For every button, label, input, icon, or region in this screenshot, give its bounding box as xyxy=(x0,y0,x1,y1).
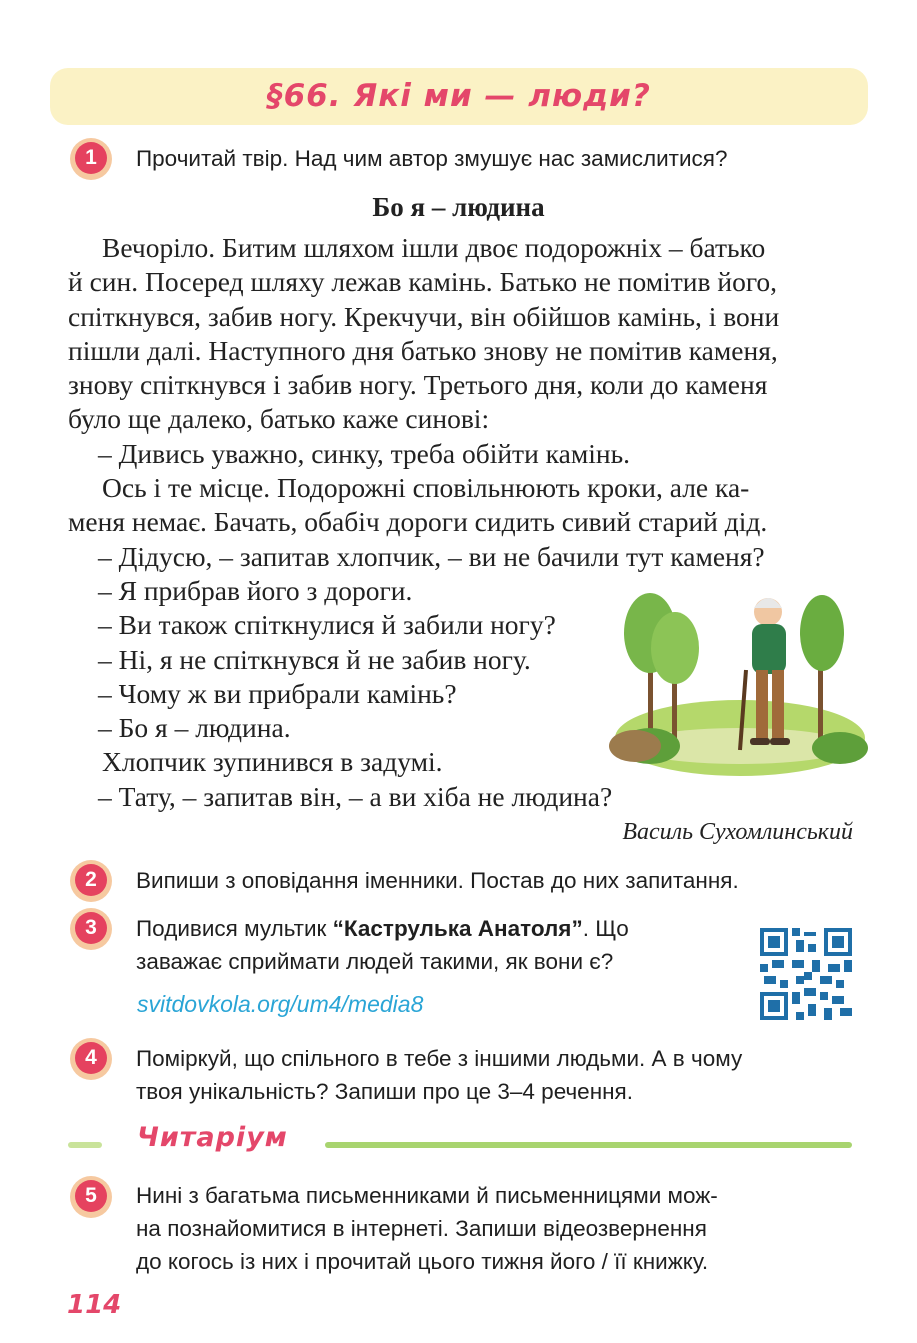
story-line: – Ні, я не спіткнувся й не забив ногу. xyxy=(98,643,531,675)
story-title: Бо я – людина xyxy=(372,192,545,222)
story-line: пішли далі. Наступного дня батько знову не помітив каменя, xyxy=(68,334,778,366)
task-4-line: твоя унікальність? Запиши про це 3–4 речення. xyxy=(136,1079,633,1104)
story-line: – Ви також спіткнулися й забили ногу? xyxy=(98,609,556,641)
story-author: Василь Сухомлинський xyxy=(622,819,853,845)
story-line: знову спіткнувся і забив ногу. Третього дня, коли до каменя xyxy=(68,369,768,401)
task-number-badge xyxy=(70,1038,112,1080)
task-3-text-part: Подивися мультик xyxy=(136,916,333,941)
story-line: й син. Посеред шляху лежав камінь. Батько не помітив його, xyxy=(68,266,778,298)
task-number: 2 xyxy=(75,864,107,896)
story-line: Хлопчик зупинився в задумі. xyxy=(102,746,443,778)
task-number: 5 xyxy=(75,1180,107,1212)
task-4-text xyxy=(136,1042,856,1108)
story-line: – Бо я – людина. xyxy=(98,712,291,744)
task-5-line: до когось із них і прочитай цього тижня його / її книжку. xyxy=(136,1249,709,1274)
task-4-line: Поміркуй, що спільного в тебе з іншими людьми. А в чому xyxy=(136,1046,743,1071)
cartoon-title: “Каструлька Анатоля” xyxy=(332,916,583,941)
task-number-badge xyxy=(70,860,112,902)
story-line: – Тату, – запитав він, – а ви хіба не людина? xyxy=(98,780,613,812)
page-number: 114 xyxy=(67,1290,122,1320)
task-number: 1 xyxy=(75,142,107,174)
old-man-in-park-illustration xyxy=(600,578,870,783)
story-line: Вечоріло. Битим шляхом ішли двоє подорожніх – батько xyxy=(102,232,766,263)
story-line: було ще далеко, батько каже синові: xyxy=(68,403,490,435)
task-3-text-part: заважає сприймати людей такими, як вони є? xyxy=(136,949,614,974)
section-divider-left xyxy=(68,1142,102,1148)
task-number-badge xyxy=(70,1176,112,1218)
section-divider-right xyxy=(325,1142,852,1148)
story-line: меня немає. Бачать, обабіч дороги сидить сивий старий дід. xyxy=(68,506,768,538)
media-link[interactable]: svitdovkola.org/um4/media8 xyxy=(137,991,424,1017)
story-line: – Дідусю, – запитав хлопчик, – ви не бачили тут каменя? xyxy=(98,540,765,572)
task-5-text xyxy=(136,1179,856,1278)
task-number: 4 xyxy=(75,1042,107,1074)
story-line: – Чому ж ви прибрали камінь? xyxy=(98,677,457,709)
story-line: – Дивись уважно, синку, треба обійти камінь. xyxy=(98,437,630,469)
task-number: 3 xyxy=(75,912,107,944)
title-band xyxy=(50,68,868,125)
task-3-text-part: . Що xyxy=(582,916,629,941)
story-line: Ось і те місце. Подорожні сповільнюють кроки, але ка- xyxy=(102,472,750,504)
page-title: §66. Які ми — люди? xyxy=(267,78,651,114)
task-number-badge xyxy=(70,908,112,950)
task-3-text xyxy=(136,912,736,978)
task-1-text: Прочитай твір. Над чим автор змушує нас замислитися? xyxy=(136,146,728,171)
section-title: Читаріум xyxy=(137,1122,288,1153)
qr-code[interactable] xyxy=(760,928,852,1020)
task-5-line: на познайомитися в інтернеті. Запиши відеозвернення xyxy=(136,1216,707,1241)
task-5-line: Нині з багатьма письменниками й письменницями мож- xyxy=(136,1183,718,1208)
task-number-badge xyxy=(70,138,112,180)
task-2-text: Випиши з оповідання іменники. Постав до них запитання. xyxy=(136,868,739,893)
story-line: – Я прибрав його з дороги. xyxy=(98,574,413,606)
story-line: спіткнувся, забив ногу. Крекчучи, він обійшов камінь, і вони xyxy=(68,300,780,332)
